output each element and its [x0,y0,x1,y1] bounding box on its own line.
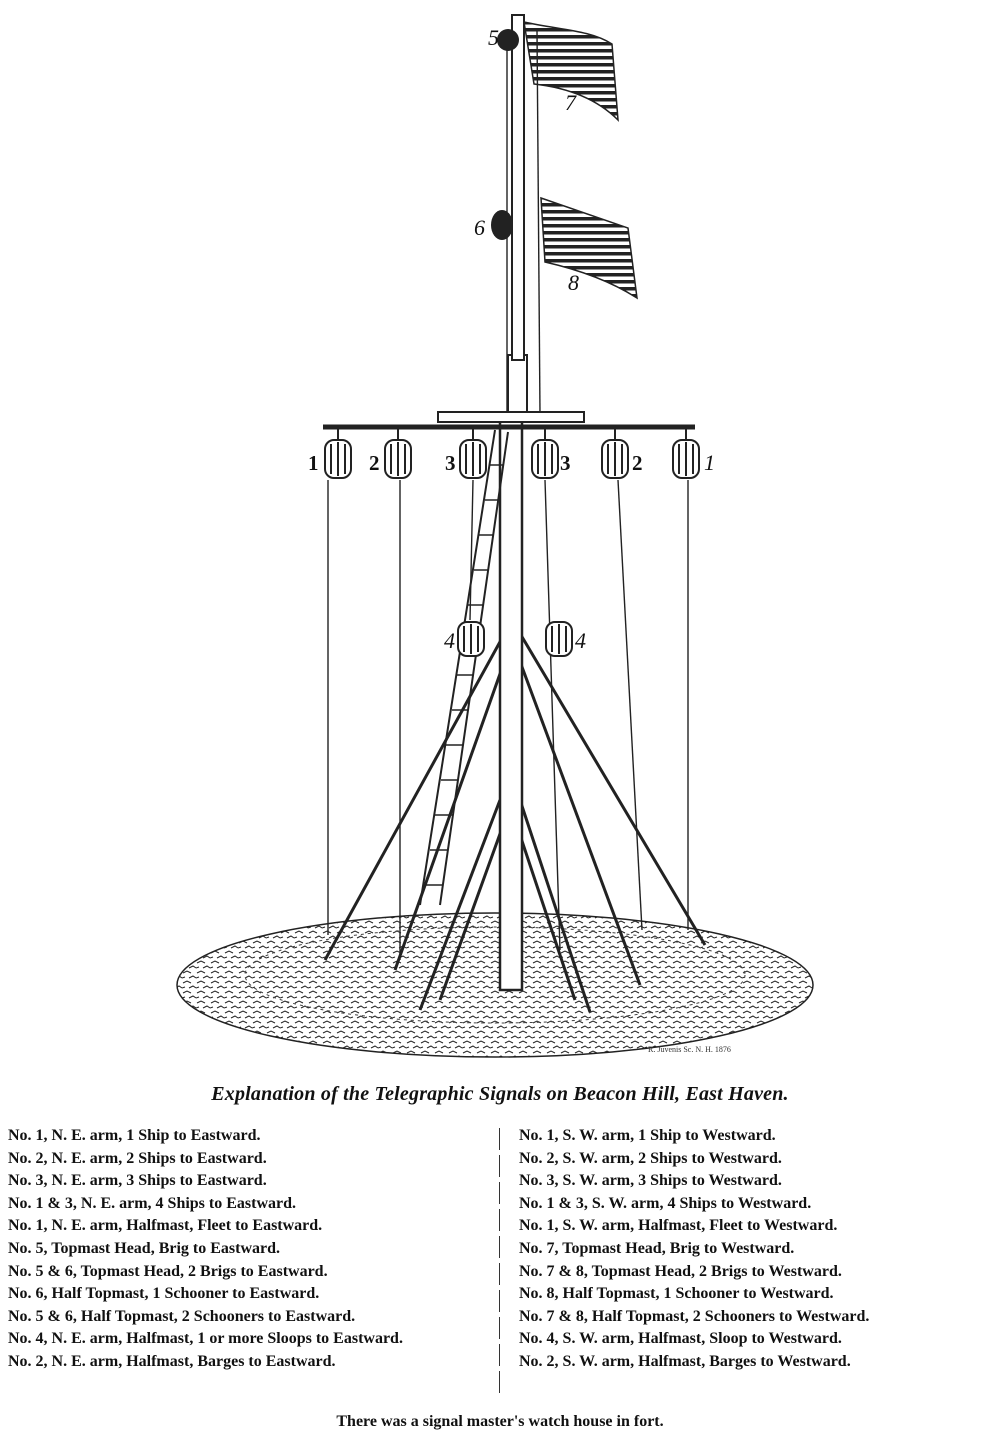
label-arm-left-1: 1 [308,451,319,475]
label-flag-8: 8 [568,270,579,295]
label-half-right-4: 4 [575,628,586,653]
list-item: No. 7, Topmast Head, Brig to Westward. [519,1239,795,1257]
flag-8-icon [541,198,637,298]
figure-caption: Explanation of the Telegraphic Signals on Beacon Hill, East Haven. [211,1083,789,1105]
list-item: No. 2, N. E. arm, Halfmast, Barges to Eastward. [8,1352,336,1370]
gravel-mound [177,913,813,1057]
list-item: No. 2, S. W. arm, Halfmast, Barges to Westward. [519,1352,851,1370]
main-mast [323,15,695,990]
label-arm-left-2: 2 [369,451,380,475]
footer-note: There was a signal master's watch house in fort. [336,1413,664,1430]
label-flag-7: 7 [565,90,576,115]
list-item: No. 6, Half Topmast, 1 Schooner to Eastward. [8,1285,320,1303]
label-arm-right-3: 3 [560,451,571,475]
list-item: No. 5 & 6, Topmast Head, 2 Brigs to Eastward. [8,1262,328,1280]
list-item: No. 7 & 8, Half Topmast, 2 Schooners to Westward. [519,1307,870,1325]
list-item: No. 5 & 6, Half Topmast, 2 Schooners to Eastward. [8,1307,356,1325]
list-item: No. 3, S. W. arm, 3 Ships to Westward. [519,1172,782,1190]
label-half-left-4: 4 [444,628,455,653]
engraver-signature: R. Juvenis Sc. N. H. 1876 [648,1045,731,1054]
label-ball-5: 5 [488,25,499,50]
list-item: No. 8, Half Topmast, 1 Schooner to Westward. [519,1285,834,1303]
list-item: No. 7 & 8, Topmast Head, 2 Brigs to Westward. [519,1262,842,1280]
label-ball-6: 6 [474,215,485,240]
label-arm-right-1: 1 [704,450,715,475]
list-item: No. 1, S. W. arm, 1 Ship to Westward. [519,1127,776,1144]
list-item: No. 2, S. W. arm, 2 Ships to Westward. [519,1149,782,1167]
signal-flags [524,22,637,298]
list-item: No. 5, Topmast Head, Brig to Eastward. [8,1239,281,1257]
column-divider [499,1128,500,1396]
ladder [420,430,508,905]
list-item: No. 1 & 3, N. E. arm, 4 Ships to Eastward. [8,1194,297,1212]
eastward-signals-list [8,1125,490,1374]
list-item: No. 1 & 3, S. W. arm, 4 Ships to Westward. [519,1194,812,1212]
ball-6-icon [491,210,513,240]
list-item: No. 2, N. E. arm, 2 Ships to Eastward. [8,1149,267,1167]
westward-signals-list [519,1125,997,1374]
list-item: No. 1, N. E. arm, Halfmast, Fleet to Eastward. [8,1217,323,1235]
list-item: No. 4, S. W. arm, Halfmast, Sloop to Westward. [519,1330,842,1348]
label-arm-right-2: 2 [632,451,643,475]
list-item: No. 1, N. E. arm, 1 Ship to Eastward. [8,1127,261,1144]
list-item: No. 4, N. E. arm, Halfmast, 1 or more Sloops to Eastward. [8,1330,403,1348]
ball-5-icon [497,29,519,51]
list-item: No. 3, N. E. arm, 3 Ships to Eastward. [8,1172,267,1190]
label-arm-left-3: 3 [445,451,456,475]
list-item: No. 1, S. W. arm, Halfmast, Fleet to Westward. [519,1217,838,1235]
